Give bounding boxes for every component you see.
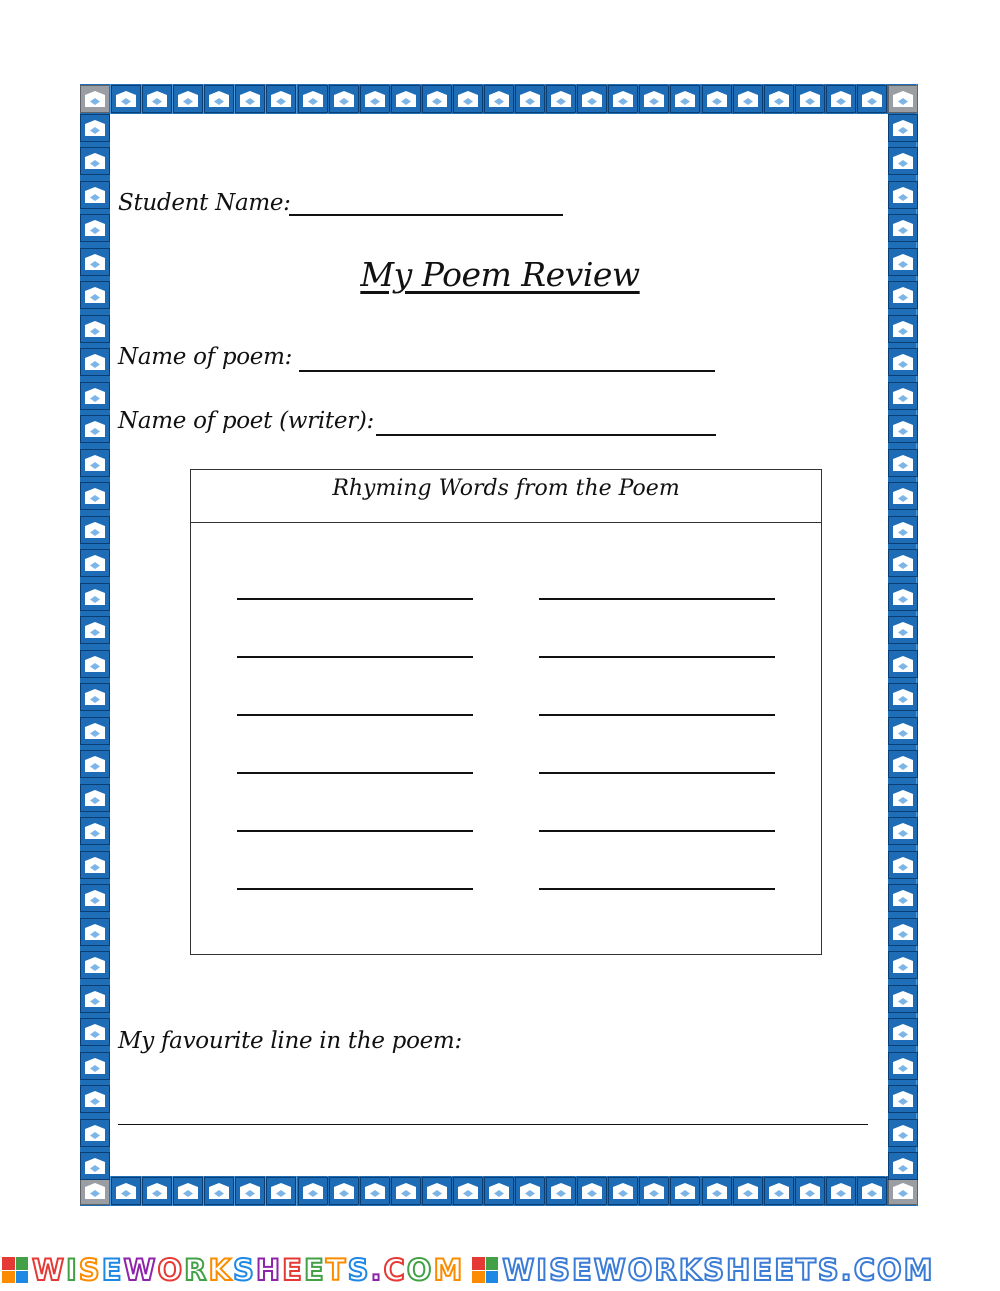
border-tile xyxy=(453,85,483,113)
rhyming-word-blank[interactable] xyxy=(237,830,473,832)
page-title: My Poem Review xyxy=(360,255,640,294)
footer-watermark xyxy=(0,1250,1000,1290)
border-tile xyxy=(298,85,328,113)
border-tile xyxy=(888,549,918,577)
border-tile xyxy=(733,1177,763,1205)
rhyming-word-blank[interactable] xyxy=(539,830,775,832)
border-tile xyxy=(795,85,825,113)
border-tile xyxy=(888,583,918,611)
border-tile xyxy=(80,884,110,912)
border-tile xyxy=(888,516,918,544)
border-tile xyxy=(888,985,918,1013)
border-tile xyxy=(888,1119,918,1147)
border-tile xyxy=(266,1177,296,1205)
border-tile xyxy=(80,817,110,845)
rhyming-word-blank[interactable] xyxy=(237,714,473,716)
border-tile xyxy=(577,85,607,113)
border-tile xyxy=(80,147,110,175)
rhyming-word-blank[interactable] xyxy=(539,714,775,716)
border-tile xyxy=(888,717,918,745)
border-tile xyxy=(80,784,110,812)
border-tile xyxy=(80,683,110,711)
border-tile xyxy=(80,717,110,745)
border-tile xyxy=(360,85,390,113)
border-tile xyxy=(888,482,918,510)
border-tile xyxy=(888,315,918,343)
border-tile xyxy=(80,382,110,410)
rhyming-word-blank[interactable] xyxy=(539,772,775,774)
border-tile xyxy=(639,85,669,113)
border-tile xyxy=(546,85,576,113)
rhyming-word-blank[interactable] xyxy=(539,598,775,600)
brand-logo-repeat xyxy=(472,1253,934,1287)
border-tile xyxy=(80,348,110,376)
border-tile xyxy=(515,1177,545,1205)
rhyming-word-blank[interactable] xyxy=(539,656,775,658)
border-tile xyxy=(80,750,110,778)
border-tile xyxy=(484,1177,514,1205)
border-tile xyxy=(546,1177,576,1205)
rhyming-word-blank[interactable] xyxy=(237,656,473,658)
border-tile xyxy=(80,583,110,611)
border-tile xyxy=(80,1018,110,1046)
border-tile xyxy=(142,1177,172,1205)
border-tile xyxy=(204,85,234,113)
poet-name-blank[interactable] xyxy=(376,434,716,436)
border-tile xyxy=(888,951,918,979)
border-tile xyxy=(111,1177,141,1205)
rhyming-word-blank[interactable] xyxy=(237,772,473,774)
border-tile xyxy=(80,181,110,209)
border-tile xyxy=(484,85,514,113)
border-tile xyxy=(422,1177,452,1205)
border-tile xyxy=(857,1177,887,1205)
wiseworksheets-logo-icon xyxy=(472,1257,498,1283)
rhyming-words-heading: Rhyming Words from the Poem xyxy=(191,470,821,523)
border-tile xyxy=(826,1177,856,1205)
border-tile xyxy=(888,750,918,778)
border-tile xyxy=(888,616,918,644)
border-tile xyxy=(764,85,794,113)
rhyming-words-box xyxy=(190,469,822,955)
border-tile xyxy=(80,1085,110,1113)
border-tile xyxy=(80,315,110,343)
border-tile xyxy=(80,549,110,577)
border-tile xyxy=(888,348,918,376)
border-tile xyxy=(80,650,110,678)
border-tile xyxy=(888,784,918,812)
border-corner-tile xyxy=(888,85,918,113)
border-tile xyxy=(670,85,700,113)
border-tile xyxy=(888,1085,918,1113)
border-tile xyxy=(888,918,918,946)
border-tile xyxy=(888,147,918,175)
border-tile xyxy=(888,851,918,879)
border-tile xyxy=(80,214,110,242)
brand-text: WISEWORKSHEETS.COM xyxy=(502,1253,935,1287)
border-tile xyxy=(888,650,918,678)
border-tile xyxy=(888,415,918,443)
border-tile xyxy=(826,85,856,113)
border-tile xyxy=(204,1177,234,1205)
border-tile xyxy=(142,85,172,113)
border-tile xyxy=(608,85,638,113)
border-tile xyxy=(235,1177,265,1205)
border-tile xyxy=(888,181,918,209)
poet-name-label: Name of poet (writer): xyxy=(118,408,374,434)
border-tile xyxy=(80,114,110,142)
wiseworksheets-logo-icon xyxy=(2,1257,28,1283)
border-tile xyxy=(670,1177,700,1205)
border-corner-tile xyxy=(888,1177,918,1205)
border-tile xyxy=(80,985,110,1013)
border-tile xyxy=(266,85,296,113)
rhyming-word-blank[interactable] xyxy=(539,888,775,890)
border-corner-tile xyxy=(80,1177,110,1205)
favourite-line-label: My favourite line in the poem: xyxy=(118,1028,462,1054)
border-tile xyxy=(391,85,421,113)
border-tile xyxy=(80,1152,110,1180)
border-tile xyxy=(888,449,918,477)
border-tile xyxy=(80,851,110,879)
border-tile xyxy=(360,1177,390,1205)
border-tile xyxy=(173,85,203,113)
poem-name-blank[interactable] xyxy=(299,370,715,372)
border-tile xyxy=(888,114,918,142)
border-tile xyxy=(80,1119,110,1147)
border-tile xyxy=(80,1052,110,1080)
poem-name-label: Name of poem: xyxy=(118,344,293,370)
rhyming-word-blank[interactable] xyxy=(237,888,473,890)
border-tile xyxy=(577,1177,607,1205)
border-tile xyxy=(888,1152,918,1180)
border-tile xyxy=(888,214,918,242)
border-tile xyxy=(888,884,918,912)
border-tile xyxy=(173,1177,203,1205)
student-name-blank[interactable] xyxy=(289,214,563,216)
border-tile xyxy=(888,683,918,711)
border-tile xyxy=(80,482,110,510)
border-tile xyxy=(298,1177,328,1205)
border-tile xyxy=(235,85,265,113)
border-tile xyxy=(639,1177,669,1205)
brand-logo xyxy=(2,1253,464,1287)
border-tile xyxy=(888,382,918,410)
border-tile xyxy=(111,85,141,113)
border-tile xyxy=(453,1177,483,1205)
border-tile xyxy=(80,616,110,644)
border-tile xyxy=(795,1177,825,1205)
border-tile xyxy=(515,85,545,113)
border-tile xyxy=(888,1018,918,1046)
border-tile xyxy=(733,85,763,113)
border-tile xyxy=(329,1177,359,1205)
border-tile xyxy=(764,1177,794,1205)
border-tile xyxy=(422,85,452,113)
student-name-label: Student Name: xyxy=(118,190,291,216)
brand-text: WISEWORKSHEETS.COM xyxy=(32,1253,465,1287)
border-tile xyxy=(702,85,732,113)
border-tile xyxy=(391,1177,421,1205)
border-tile xyxy=(888,1052,918,1080)
border-tile xyxy=(80,951,110,979)
border-tile xyxy=(80,918,110,946)
border-tile xyxy=(608,1177,638,1205)
border-tile xyxy=(80,449,110,477)
border-tile xyxy=(80,415,110,443)
rhyming-word-blank[interactable] xyxy=(237,598,473,600)
border-tile xyxy=(702,1177,732,1205)
border-tile xyxy=(80,516,110,544)
border-tile xyxy=(857,85,887,113)
border-tile xyxy=(329,85,359,113)
border-tile xyxy=(888,817,918,845)
favourite-line-blank[interactable] xyxy=(118,1124,868,1125)
border-corner-tile xyxy=(80,85,110,113)
